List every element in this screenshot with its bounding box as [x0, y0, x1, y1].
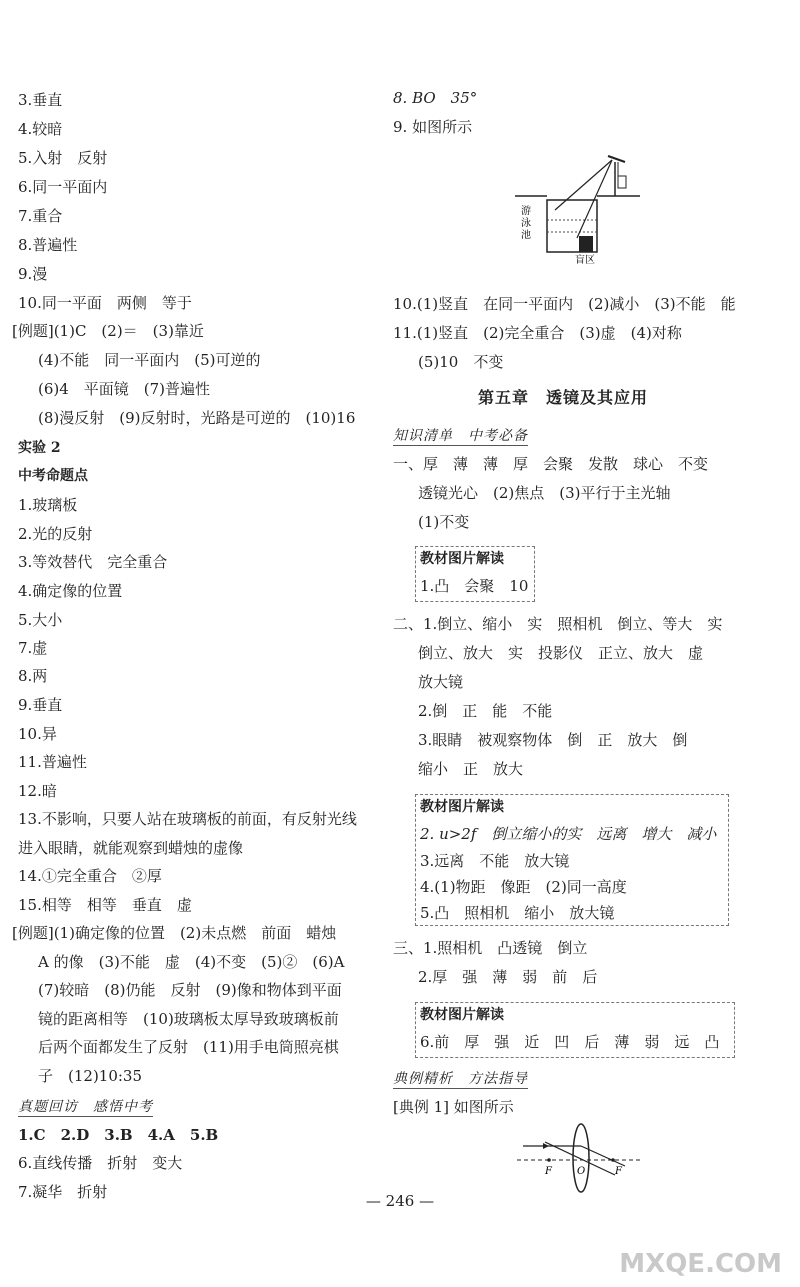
pool-mirror-figure — [515, 150, 645, 265]
section-header: 知识清单 中考必备 — [393, 428, 528, 444]
answer-line: (5)10 不变 — [418, 353, 504, 371]
example-line: (7)较暗 (8)仍能 反射 (9)像和物体到平面 — [38, 981, 342, 999]
answer-line: [典例 1] 如图所示 — [393, 1098, 514, 1116]
pool-label: 游 — [521, 206, 531, 217]
answer-line: 2.倒 正 能 不能 — [418, 702, 553, 720]
example-line: A 的像 (3)不能 虚 (4)不变 (5)② (6)A — [38, 953, 345, 971]
optical-center-label: O — [577, 1166, 586, 1177]
answer-line: 10.异 — [18, 725, 57, 743]
answer-line: 4.较暗 — [18, 120, 63, 138]
answer-line: 2.厚 强 薄 弱 前 后 — [418, 968, 598, 986]
example-line: 镜的距离相等 (10)玻璃板太厚导致玻璃板前 — [38, 1010, 339, 1028]
answer-line: 1.玻璃板 — [18, 496, 78, 514]
example-line: [例题](1)C (2)＝ (3)靠近 — [12, 322, 204, 340]
pool-label: 池 — [521, 230, 531, 241]
answer-line: 14.①完全重合 ②厚 — [18, 867, 162, 885]
answer-line: 11.(1)竖直 (2)完全重合 (3)虚 (4)对称 — [393, 324, 682, 342]
answer-line: 7.凝华 折射 — [18, 1183, 108, 1201]
section-heading: 实验 2 — [18, 440, 61, 456]
answer-line: 缩小 正 放大 — [418, 760, 524, 778]
focus-label: F — [545, 1166, 552, 1177]
chapter-title: 第五章 透镜及其应用 — [478, 388, 649, 407]
answer-line: 3.垂直 — [18, 91, 63, 109]
answer-line: (1)不变 — [418, 513, 470, 531]
example-line: [例题](1)确定像的位置 (2)未点燃 前面 蜡烛 — [12, 924, 337, 942]
example-line: (6)4 平面镜 (7)普遍性 — [38, 380, 211, 398]
answer-line: 10.同一平面 两侧 等于 — [18, 294, 192, 312]
answer-line: 3.眼睛 被观察物体 倒 正 放大 倒 — [418, 731, 688, 749]
answer-line: 二、1.倒立、缩小 实 照相机 倒立、等大 实 — [393, 615, 723, 633]
answer-line: 10.(1)竖直 在同一平面内 (2)减小 (3)不能 能 — [393, 295, 736, 313]
answer-line: 6.同一平面内 — [18, 178, 108, 196]
box-title: 教材图片解读 — [420, 1007, 504, 1023]
answer-line: 1.C 2.D 3.B 4.A 5.B — [18, 1126, 219, 1144]
convex-lens-figure — [515, 1120, 645, 1195]
answer-line: 三、1.照相机 凸透镜 倒立 — [393, 939, 588, 957]
answer-line: 2.光的反射 — [18, 525, 93, 543]
example-line: 后两个面都发生了反射 (11)用手电筒照亮棋 — [38, 1038, 339, 1056]
answer-line: 9. 如图所示 — [393, 118, 473, 136]
answer-line: 15.相等 相等 垂直 虚 — [18, 896, 192, 914]
answer-line: 9.垂直 — [18, 696, 63, 714]
example-line: 子 (12)10:35 — [38, 1067, 143, 1085]
box-title: 教材图片解读 — [420, 551, 504, 567]
box-line: 1.凸 会聚 10 — [420, 577, 529, 595]
answer-line: 12.暗 — [18, 782, 57, 800]
box-line: 2. u>2f 倒立缩小的实 远离 增大 减小 — [420, 825, 717, 843]
answer-line: 8.普遍性 — [18, 236, 78, 254]
answer-line: 8. BO 35° — [393, 89, 478, 107]
page-number: — 246 — — [365, 1192, 435, 1210]
answer-line: 7.重合 — [18, 207, 63, 225]
answer-line: 13.不影响，只要人站在玻璃板的前面，有反射光线 — [18, 810, 357, 828]
watermark: MXQE.COM — [619, 1249, 782, 1279]
answer-line: 6.直线传播 折射 变大 — [18, 1154, 183, 1172]
answer-line: 进入眼睛，就能观察到蜡烛的虚像 — [18, 839, 244, 857]
answer-line: 5.大小 — [18, 611, 63, 629]
section-header: 典例精析 方法指导 — [393, 1071, 528, 1087]
section-header: 真题回访 感悟中考 — [18, 1099, 153, 1115]
example-line: (4)不能 同一平面内 (5)可逆的 — [38, 351, 261, 369]
answer-line: 8.两 — [18, 667, 48, 685]
answer-line: 11.普遍性 — [18, 753, 87, 771]
focus-label: F — [615, 1166, 622, 1177]
box-title: 教材图片解读 — [420, 799, 504, 815]
answer-line: 4.确定像的位置 — [18, 582, 123, 600]
section-heading: 中考命题点 — [18, 468, 88, 484]
box-line: 4.(1)物距 像距 (2)同一高度 — [420, 878, 627, 896]
answer-line: 放大镜 — [418, 673, 464, 691]
answer-line: 9.漫 — [18, 265, 48, 283]
answer-line: 3.等效替代 完全重合 — [18, 553, 168, 571]
answer-line: 倒立、放大 实 投影仪 正立、放大 虚 — [418, 644, 704, 662]
answer-line: 一、厚 薄 薄 厚 会聚 发散 球心 不变 — [393, 455, 709, 473]
example-line: (8)漫反射 (9)反射时，光路是可逆的 (10)16 — [38, 409, 356, 427]
blind-zone-label: 盲区 — [575, 255, 595, 265]
box-line: 3.远离 不能 放大镜 — [420, 852, 570, 870]
box-line: 6.前 厚 强 近 凹 后 薄 弱 远 凸 — [420, 1033, 720, 1051]
answer-line: 透镜光心 (2)焦点 (3)平行于主光轴 — [418, 484, 671, 502]
box-line: 5.凸 照相机 缩小 放大镜 — [420, 904, 615, 922]
answer-line: 7.虚 — [18, 639, 48, 657]
pool-label: 泳 — [521, 218, 531, 229]
answer-line: 5.入射 反射 — [18, 149, 108, 167]
